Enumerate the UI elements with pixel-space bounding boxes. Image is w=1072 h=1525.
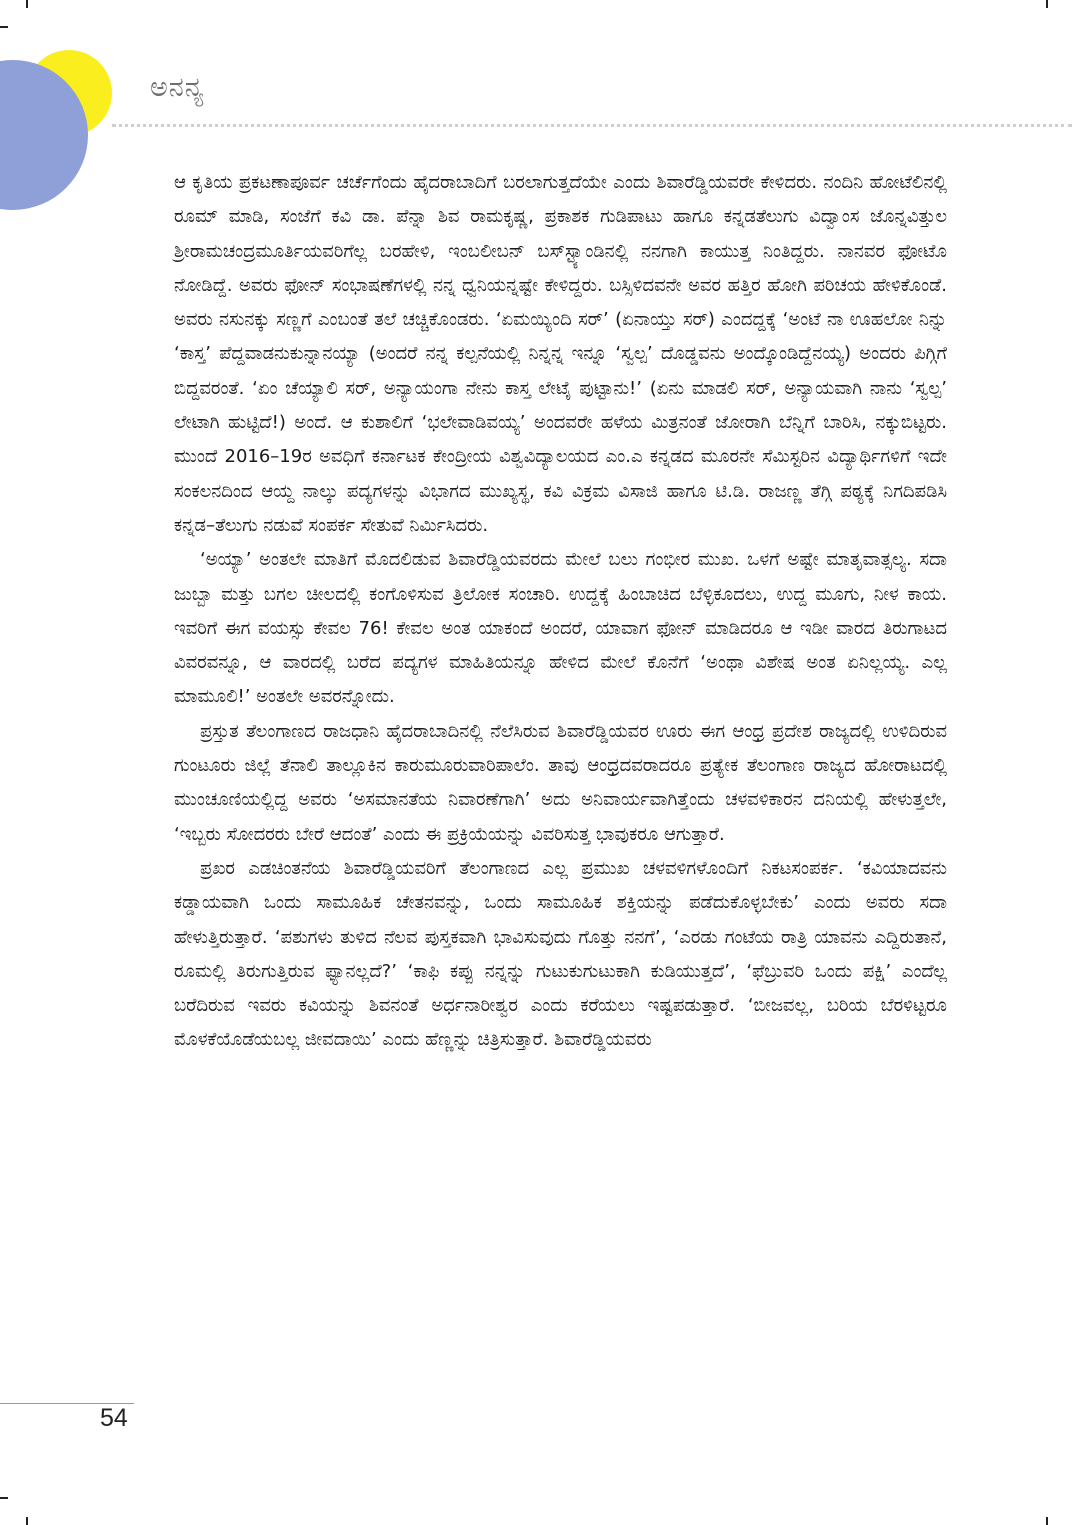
crop-mark-left-h-bottom bbox=[0, 1497, 8, 1499]
crop-mark-bottom-right-v bbox=[1046, 1517, 1048, 1525]
crop-mark-top-right-v bbox=[1046, 0, 1048, 8]
crop-mark-bottom-left-v bbox=[26, 1517, 28, 1525]
crop-mark-left-h-top bbox=[0, 26, 8, 28]
crop-mark-top-left-v bbox=[26, 0, 28, 8]
header-dotted-rule bbox=[112, 124, 1072, 127]
paragraph-4: ಪ್ರಖರ ಎಡಚಿಂತನೆಯ ಶಿವಾರೆಡ್ಡಿಯವರಿಗೆ ತೆಲಂಗಾಣದ ಎಲ್ಲ ಪ್ರಮುಖ ಚಳವಳಿಗಳೊಂದಿಗೆ ನಿಕಟಸಂಪರ್ಕ. ‘ಕವಿಯಾದವನು ಕಡ್ಡಾಯವಾಗಿ ಒಂದು ಸಾಮೂಹಿಕ ಚೇತನವನ್ನು, ಒಂದು ಸಾಮೂಹಿಕ ಶಕ್ತಿಯನ್ನು ಪಡೆದುಕೊಳ್ಳಬೇಕು’ ಎಂದು ಅವರು ಸದಾ ಹೇಳುತ್ತಿರುತ್ತಾರೆ. ‘ಪಶುಗಳು ತುಳಿದ ನೆಲವ ಪುಸ್ತಕವಾಗಿ ಭಾವಿಸುವುದು ಗೊತ್ತು ನನಗೆ’, ‘ಎರಡು ಗಂಟೆಯ ರಾತ್ರಿ ಯಾವನು ಎದ್ದಿರುತಾನೆ, ರೂಮಲ್ಲಿ ತಿರುಗುತ್ತಿರುವ ಫ್ಯಾನಲ್ಲದೆ?’ ‘ಕಾಫಿ ಕಪ್ಪು ನನ್ನನ್ನು ಗುಟುಕುಗುಟುಕಾಗಿ ಕುಡಿಯುತ್ತದೆ’, ‘ಫೆಬ್ರುವರಿ ಒಂದು ಪಕ್ಷಿ’ ಎಂದೆಲ್ಲ ಬರೆದಿರುವ ಇವರು ಕವಿಯನ್ನು ಶಿವನಂತೆ ಅರ್ಧನಾರೀಶ್ವರ ಎಂದು ಕರೆಯಲು ಇಷ್ಟಪಡುತ್ತಾರೆ. ‘ಬೀಜವಲ್ಲ, ಬರಿಯ ಬೆರಳಿಟ್ಟರೂ ಮೊಳಕೆಯೊಡೆಯಬಲ್ಲ ಜೀವದಾಯಿ’ ಎಂದು ಹೆಣ್ಣನ್ನು ಚಿತ್ರಿಸುತ್ತಾರೆ. ಶಿವಾರೆಡ್ಡಿಯವರು bbox=[174, 857, 947, 1051]
running-header-title: ಅನನ್ಯ bbox=[150, 72, 205, 103]
paragraph-2: ‘ಅಯ್ಯಾ’ ಅಂತಲೇ ಮಾತಿಗೆ ಮೊದಲಿಡುವ ಶಿವಾರೆಡ್ಡಿಯವರದು ಮೇಲೆ ಬಲು ಗಂಭೀರ ಮುಖ. ಒಳಗೆ ಅಷ್ಟೇ ಮಾತೃವಾತ್ಸಲ್ಯ. ಸದಾ ಜುಬ್ಬಾ ಮತ್ತು ಬಗಲ ಚೀಲದಲ್ಲಿ ಕಂಗೊಳಿಸುವ ತ್ರಿಲೋಕ ಸಂಚಾರಿ. ಉದ್ದಕ್ಕೆ ಹಿಂಬಾಚಿದ ಬೆಳ್ಳಿಕೂದಲು, ಉದ್ದ ಮೂಗು, ನೀಳ ಕಾಯ. ಇವರಿಗೆ ಈಗ ವಯಸ್ಸು ಕೇವಲ 76! ಕೇವಲ ಅಂತ ಯಾಕಂದೆ ಅಂದರೆ, ಯಾವಾಗ ಫೋನ್ ಮಾಡಿದರೂ ಆ ಇಡೀ ವಾರದ ತಿರುಗಾಟದ ವಿವರವನ್ನೂ, ಆ ವಾರದಲ್ಲಿ ಬರೆದ ಪದ್ಯಗಳ ಮಾಹಿತಿಯನ್ನೂ ಹೇಳಿದ ಮೇಲೆ ಕೊನೆಗೆ ‘ಅಂಥಾ ವಿಶೇಷ ಅಂತ ಏನಿಲ್ಲಯ್ಯ. ಎಲ್ಲ ಮಾಮೂಲಿ!’ ಅಂತಲೇ ಅವರನ್ನೋದು. bbox=[174, 549, 947, 708]
page-number: 54 bbox=[100, 1404, 128, 1432]
paragraph-3: ಪ್ರಸ್ತುತ ತೆಲಂಗಾಣದ ರಾಜಧಾನಿ ಹೈದರಾಬಾದಿನಲ್ಲಿ ನೆಲೆಸಿರುವ ಶಿವಾರೆಡ್ಡಿಯವರ ಊರು ಈಗ ಆಂಧ್ರ ಪ್ರದೇಶ ರಾಜ್ಯದಲ್ಲಿ ಉಳಿದಿರುವ ಗುಂಟೂರು ಜಿಲ್ಲೆ ತೆನಾಲಿ ತಾಲ್ಲೂಕಿನ ಕಾರುಮೂರುವಾರಿಪಾಲೆಂ. ತಾವು ಆಂಧ್ರದವರಾದರೂ ಪ್ರತ್ಯೇಕ ತೆಲಂಗಾಣ ರಾಜ್ಯದ ಹೋರಾಟದಲ್ಲಿ ಮುಂಚೂಣಿಯಲ್ಲಿದ್ದ ಅವರು ‘ಅಸಮಾನತೆಯ ನಿವಾರಣೆಗಾಗಿ’ ಅದು ಅನಿವಾರ್ಯವಾಗಿತ್ತೆಂದು ಚಳವಳಿಕಾರನ ದನಿಯಲ್ಲಿ ಹೇಳುತ್ತಲೇ, ‘ಇಬ್ಬರು ಸೋದರರು ಬೇರೆ ಆದಂತೆ’ ಎಂದು ಈ ಪ್ರಕ್ರಿಯೆಯನ್ನು ವಿವರಿಸುತ್ತ ಭಾವುಕರೂ ಆಗುತ್ತಾರೆ. bbox=[174, 720, 947, 845]
paragraph-1: ಆ ಕೃತಿಯ ಪ್ರಕಟಣಾಪೂರ್ವ ಚರ್ಚೆಗೆಂದು ಹೈದರಾಬಾದಿಗೆ ಬರಲಾಗುತ್ತದೆಯೇ ಎಂದು ಶಿವಾರೆಡ್ಡಿಯವರೇ ಕೇಳಿದರು. ನಂದಿನಿ ಹೋಟೆಲಿನಲ್ಲಿ ರೂಮ್ ಮಾಡಿ, ಸಂಜೆಗೆ ಕವಿ ಡಾ. ಪೆನ್ನಾ ಶಿವ ರಾಮಕೃಷ್ಣ, ಪ್ರಕಾಶಕ ಗುಡಿಪಾಟು ಹಾಗೂ ಕನ್ನಡತೆಲುಗು ವಿದ್ವಾಂಸ ಜೊನ್ನವಿತ್ತುಲ ಶ್ರೀರಾಮಚಂದ್ರಮೂರ್ತಿಯವರಿಗೆಲ್ಲ ಬರಹೇಳಿ, ಇಂಬಲೀಬನ್ ಬಸ್‌ಸ್ಟ್ಯಾಂಡಿನಲ್ಲಿ ನನಗಾಗಿ ಕಾಯುತ್ತ ನಿಂತಿದ್ದರು. ನಾನವರ ಫೋಟೊ ನೋಡಿದ್ದೆ. ಅವರು ಫೋನ್ ಸಂಭಾಷಣೆಗಳಲ್ಲಿ ನನ್ನ ಧ್ವನಿಯನ್ನಷ್ಟೇ ಕೇಳಿದ್ದರು. ಬಸ್ಸಿಳಿದವನೇ ಅವರ ಹತ್ತಿರ ಹೋಗಿ ಪರಿಚಯ ಹೇಳಿಕೊಂಡೆ. ಅವರು ನಸುನಕ್ಕು ಸಣ್ಣಗೆ ಎಂಬಂತೆ ತಲೆ ಚಚ್ಚಿಕೊಂಡರು. ‘ಏಮಯ್ಯಿಂದಿ ಸರ್’ (ಏನಾಯ್ತು ಸರ್) ಎಂದದ್ದಕ್ಕೆ ‘ಅಂಟೆ ನಾ ಊಹಲೋ ನಿನ್ನು ‘ಕಾಸ್ತ’ ಪೆದ್ದವಾಡನುಕುನ್ನಾನಯ್ಯಾ (ಅಂದರೆ ನನ್ನ ಕಲ್ಪನೆಯಲ್ಲಿ ನಿನ್ನನ್ನ ಇನ್ನೂ ‘ಸ್ವಲ್ಪ’ ದೊಡ್ಡವನು ಅಂದ್ಕೊಂಡಿದ್ದೆನಯ್ಯ) ಅಂದರು ಪಿಗ್ಗಿಗೆ ಬಿದ್ದವರಂತೆ. ‘ಏಂ ಚೆಯ್ಯಾಲಿ ಸರ್, ಅನ್ಯಾಯಂಗಾ ನೇನು ಕಾಸ್ತ ಲೇಟೈ ಪುಟ್ಟಾನು!’ (ಏನು ಮಾಡಲಿ ಸರ್, ಅನ್ಯಾಯವಾಗಿ ನಾನು ‘ಸ್ವಲ್ಪ’ ಲೇಟಾಗಿ ಹುಟ್ಟಿದೆ!) ಅಂದೆ. ಆ ಕುಶಾಲಿಗೆ ‘ಭಲೇವಾಡಿವಯ್ಯ’ ಅಂದವರೇ ಹಳೆಯ ಮಿತ್ರನಂತೆ ಜೋರಾಗಿ ಬೆನ್ನಿಗೆ ಬಾರಿಸಿ, ನಕ್ಕುಬಿಟ್ಟರು. ಮುಂದೆ 2016–19ರ ಅವಧಿಗೆ ಕರ್ನಾಟಕ ಕೇಂದ್ರೀಯ ವಿಶ್ವವಿದ್ಯಾಲಯದ ಎಂ.ಎ ಕನ್ನಡದ ಮೂರನೇ ಸೆಮಿಸ್ಟರಿನ ವಿದ್ಯಾರ್ಥಿಗಳಿಗೆ ಇದೇ ಸಂಕಲನದಿಂದ ಆಯ್ದ ನಾಲ್ಕು ಪದ್ಯಗಳನ್ನು ವಿಭಾಗದ ಮುಖ್ಯಸ್ಥ, ಕವಿ ವಿಕ್ರಮ ವಿಸಾಜಿ ಹಾಗೂ ಟಿ.ಡಿ. ರಾಜಣ್ಣ ತೆಗ್ಗಿ ಪಠ್ಯಕ್ಕೆ ನಿಗದಿಪಡಿಸಿ ಕನ್ನಡ–ತೆಲುಗು ನಡುವೆ ಸಂಪರ್ಕ ಸೇತುವೆ ನಿರ್ಮಿಸಿದರು. bbox=[174, 172, 947, 536]
body-text bbox=[174, 166, 947, 1058]
